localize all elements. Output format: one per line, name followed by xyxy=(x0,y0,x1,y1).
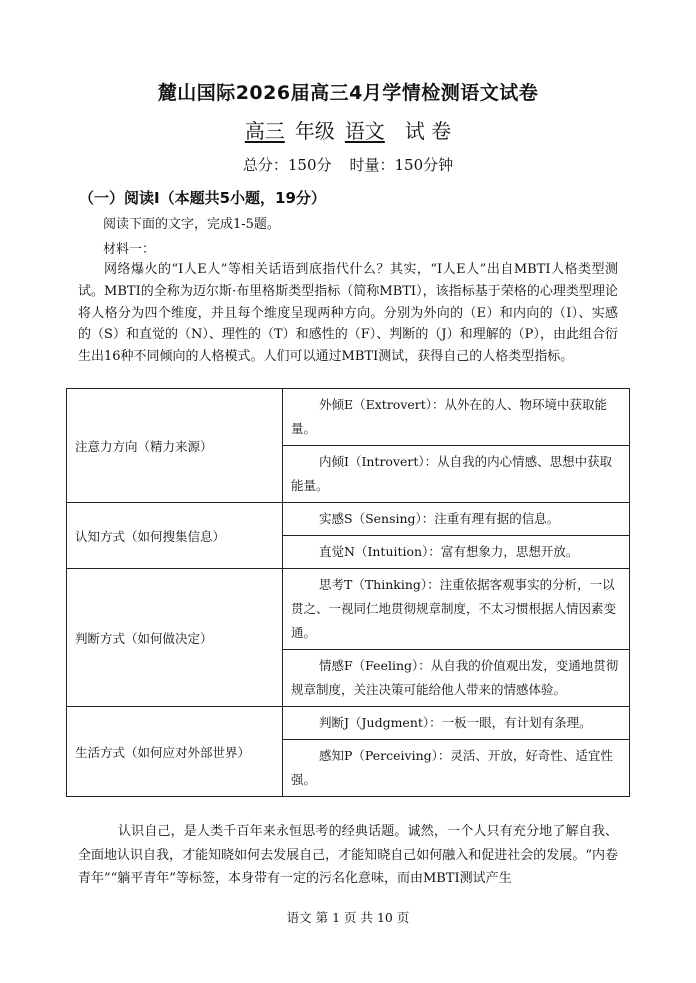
mbti-table xyxy=(66,388,630,797)
type-text: 思考T（Thinking）：注重依据客观事实的分析，一以贯之、一视同仁地贯彻规章制度，不太习惯根据人情因素变通。 xyxy=(291,577,617,640)
paragraph-1: 网络爆火的“I人E人”等相关话语到底指代什么？其实，“I人E人”出自MBTI人格类型测试。MBTI的全称为迈尔斯·布里格斯类型指标（简称MBTI），该指标基于荣格的心理类型理论将人格分为四个维度，并且每个维度呈现两种方向。分别为外向的（E）和内向的（I）、实感的（S）和直觉的（N）、理性的（T）和感性的（F）、判断的（J）和理解的（P），由此组合衍生出16种不同倾向的人格模式。人们可以通过MBTI测试，获得自己的人格类型指标。 xyxy=(78,262,618,365)
type-cell xyxy=(283,536,630,569)
paragraph-2: 认识自己，是人类千百年来永恒思考的经典话题。诚然，一个人只有充分地了解自我、全面地认识自我，才能知晓如何去发展自己，才能知晓自己如何融入和促进社会的发展。“内卷青年”“躺平青年”等标签，本身带有一定的污名化意味，而由MBTI测试产生 xyxy=(78,824,618,887)
type-text: 直觉N（Intuition）：富有想象力，思想开放。 xyxy=(319,544,579,559)
paper-word: 试 卷 xyxy=(404,119,452,143)
dimension-cell: 注意力方向（精力来源） xyxy=(67,389,283,503)
type-text: 实感S（Sensing）：注重有理有据的信息。 xyxy=(319,511,560,526)
section-instruction: 阅读下面的文字，完成1-5题。 xyxy=(103,217,280,232)
type-text: 情感F（Feeling）：从自我的价值观出发，变通地贯彻规章制度，关注决策可能给他人带来的情感体验。 xyxy=(291,658,619,697)
type-cell xyxy=(283,503,630,536)
type-cell xyxy=(283,740,630,797)
table-row xyxy=(67,569,630,650)
page-footer: 语文 第 1 页 共 10 页 xyxy=(286,910,410,925)
material-label: 材料一： xyxy=(103,242,156,257)
table-row xyxy=(67,707,630,740)
type-cell xyxy=(283,389,630,446)
type-cell xyxy=(283,446,630,503)
grade-value: 高三 xyxy=(244,119,285,143)
type-text: 内倾I（Introvert）：从自我的内心情感、思想中获取能量。 xyxy=(291,454,613,493)
time-limit: 时量：150分钟 xyxy=(349,156,454,174)
type-text: 外倾E（Extrovert）：从外在的人、物环境中获取能量。 xyxy=(291,397,608,436)
subject-value: 语文 xyxy=(344,119,385,143)
type-text: 感知P（Perceiving）：灵活、开放，好奇性、适宜性强。 xyxy=(291,748,613,787)
type-text: 判断J（Judgment）：一板一眼，有计划有条理。 xyxy=(319,715,592,730)
table-row xyxy=(67,503,630,536)
exam-title: 麓山国际2026届高三4月学情检测语文试卷 xyxy=(157,82,539,104)
total-score: 总分：150分 xyxy=(242,156,332,174)
section-title: （一）阅读Ⅰ（本题共5小题，19分） xyxy=(79,189,326,207)
table-row xyxy=(67,389,630,446)
grade-subject-line xyxy=(0,115,696,144)
type-cell xyxy=(283,650,630,707)
dimension-cell: 生活方式（如何应对外部世界） xyxy=(67,707,283,797)
score-time-line xyxy=(0,154,696,175)
type-cell xyxy=(283,707,630,740)
dimension-cell: 判断方式（如何做决定） xyxy=(67,569,283,707)
type-cell xyxy=(283,569,630,650)
dimension-cell: 认知方式（如何搜集信息） xyxy=(67,503,283,569)
grade-suffix: 年级 xyxy=(294,119,335,143)
